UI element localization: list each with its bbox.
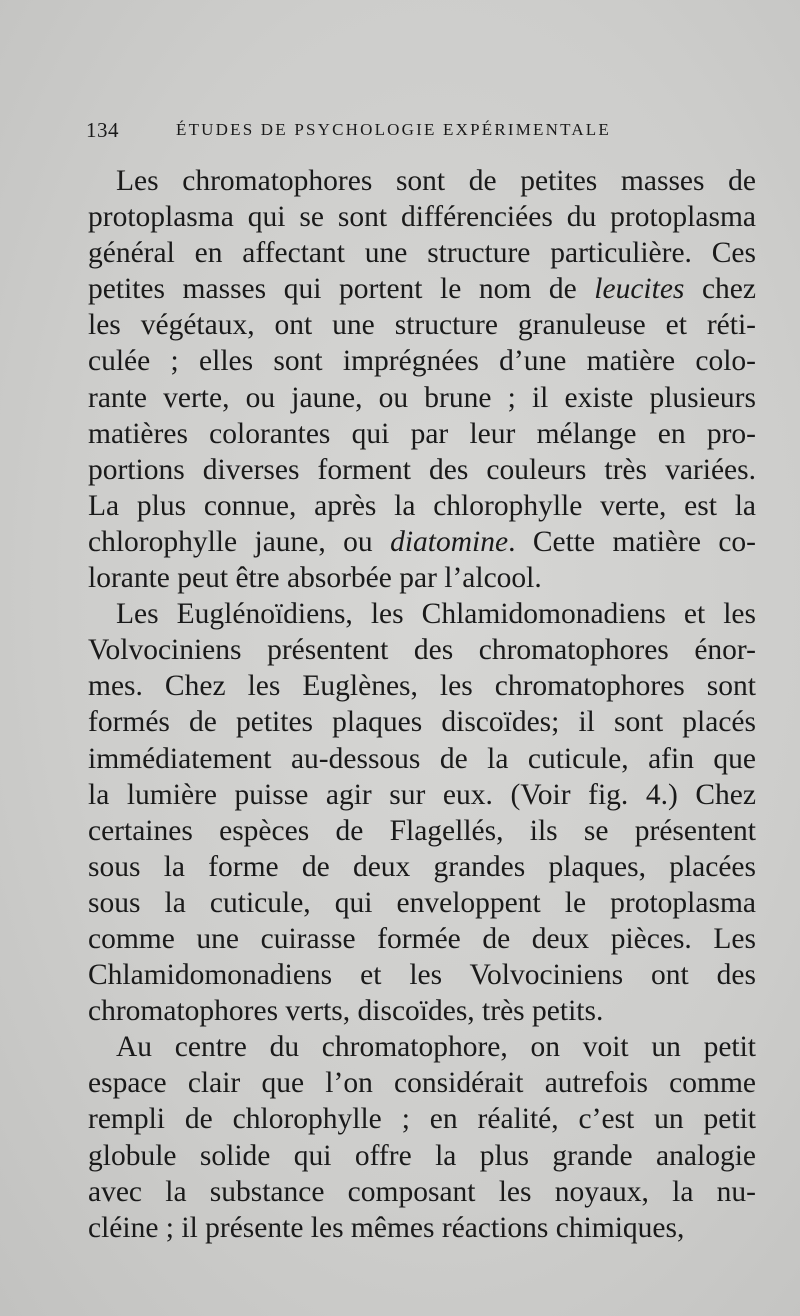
text-line: immédiatement au-dessous de la cuticule, afin que	[88, 742, 756, 775]
text-line: avec la substance composant les noyaux, la nu-	[88, 1175, 756, 1208]
text-line: culée ; elles sont imprégnées d’une matière colo-	[88, 345, 756, 378]
text-line: la lumière puisse agir sur eux. (Voir fig. 4.) Chez	[88, 778, 756, 811]
italic-term: diatomine	[390, 525, 509, 558]
running-title: ÉTUDES DE PSYCHOLOGIE EXPÉRIMENTALE	[176, 120, 611, 139]
text-line: Chlamidomonadiens et les Volvociniens ont des	[88, 959, 756, 992]
text-line	[88, 524, 756, 560]
text-line: chromatophores verts, discoïdes, très petits.	[88, 995, 604, 1028]
page-number: 134	[86, 118, 119, 142]
text-line: lorante peut être absorbée par l’alcool.	[88, 562, 542, 595]
text-line: La plus connue, après la chlorophylle verte, est la	[88, 489, 756, 522]
text-line: mes. Chez les Euglènes, les chromatophores sont	[88, 670, 756, 703]
paragraph	[88, 596, 756, 1029]
text-line: globule solide qui offre la plus grande analogie	[88, 1139, 756, 1172]
text-line	[88, 271, 756, 307]
text-line: protoplasma qui se sont différenciées du protoplasma	[88, 201, 756, 234]
text-line: formés de petites plaques discoïdes; il sont placés	[88, 706, 756, 739]
text-line: matières colorantes qui par leur mélange en pro-	[88, 417, 756, 450]
italic-term: leucites	[594, 273, 685, 306]
paragraph	[88, 163, 756, 596]
paragraph	[88, 1029, 756, 1246]
text-line: portions diverses forment des couleurs très variées.	[88, 453, 756, 486]
text-line: général en affectant une structure particulière. Ces	[88, 237, 756, 270]
text-line: rante verte, ou jaune, ou brune ; il existe plusieurs	[88, 381, 756, 414]
text-line: Les Euglénoïdiens, les Chlamidomonadiens et les	[116, 598, 756, 631]
text-segment: . Cette matière co-	[508, 525, 756, 558]
text-line: sous la forme de deux grandes plaques, placées	[88, 850, 756, 883]
running-head	[86, 118, 660, 150]
body-text	[88, 163, 756, 1246]
text-line: sous la cuticule, qui enveloppent le protoplasma	[88, 886, 756, 919]
text-line: Volvociniens présentent des chromatophores énor-	[88, 634, 756, 667]
text-line: certaines espèces de Flagellés, ils se présentent	[88, 814, 756, 847]
text-segment: petites masses qui portent le nom de	[88, 273, 595, 306]
text-line: rempli de chlorophylle ; en réalité, c’est un petit	[88, 1103, 756, 1136]
text-line: cléine ; il présente les mêmes réactions chimiques,	[88, 1211, 685, 1244]
text-line: Au centre du chromatophore, on voit un petit	[116, 1031, 756, 1064]
text-line: Les chromatophores sont de petites masses de	[116, 165, 756, 197]
text-segment: chlorophylle jaune, ou	[88, 525, 391, 558]
text-line: espace clair que l’on considérait autrefois comme	[88, 1067, 756, 1100]
text-line: comme une cuirasse formée de deux pièces. Les	[88, 922, 756, 955]
text-segment: chez	[684, 273, 756, 306]
text-line: les végétaux, ont une structure granuleuse et réti-	[88, 309, 756, 342]
